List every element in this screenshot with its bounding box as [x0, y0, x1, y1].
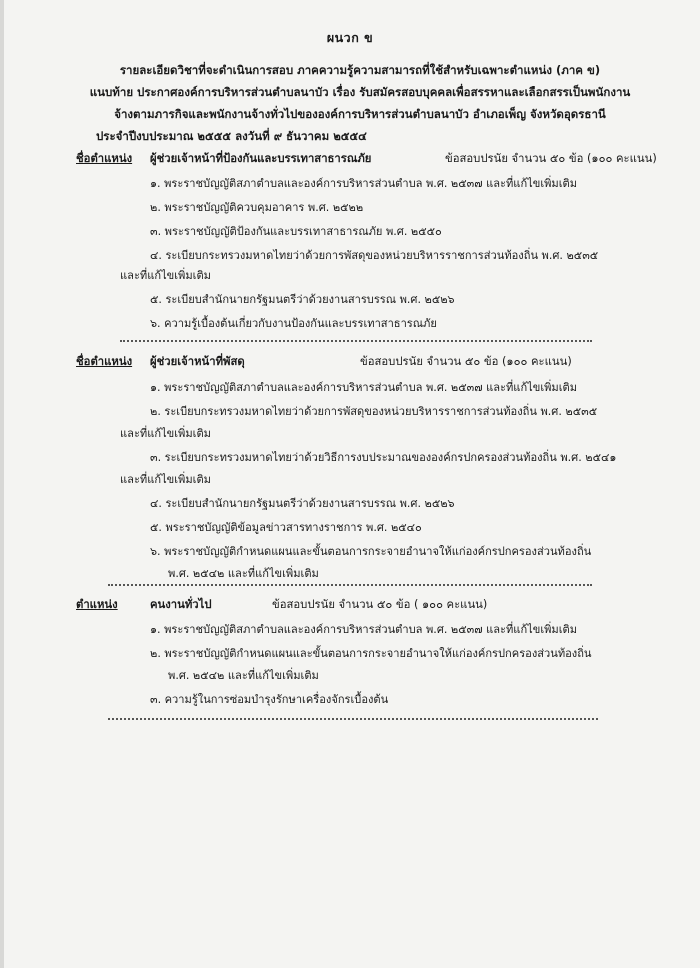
section-3-item: ๓. ความรู้ในการซ่อมบำรุงรักษาเครื่องจักรเบื้องต้น — [150, 693, 389, 706]
section-1-label: ชื่อตำแหน่ง — [76, 152, 133, 165]
section-divider — [108, 584, 592, 586]
section-3-item: ๑. พระราชบัญญัติสภาตำบลและองค์การบริหารส่วนตำบล พ.ศ. ๒๕๓๗ และที่แก้ไขเพิ่มเติม — [150, 623, 578, 636]
section-1-item: ๔. ระเบียบกระทรวงมหาดไทยว่าด้วยการพัสดุของหน่วยบริหารราชการส่วนท้องถิ่น พ.ศ. ๒๕๓๕ — [150, 249, 599, 262]
section-1-exam: ข้อสอบปรนัย จำนวน ๕๐ ข้อ (๑๐๐ คะแนน) — [445, 152, 657, 165]
section-1-item: ๖. ความรู้เบื้องต้นเกี่ยวกับงานป้องกันและบรรเทาสาธารณภัย — [150, 317, 437, 330]
section-2-item: ๖. พระราชบัญญัติกำหนดแผนและขั้นตอนการกระจายอำนาจให้แก่องค์กรปกครองส่วนท้องถิ่น — [150, 545, 592, 558]
section-divider — [108, 718, 598, 720]
section-2-item: ๔. ระเบียบสำนักนายกรัฐมนตรีว่าด้วยงานสารบรรณ พ.ศ. ๒๕๒๖ — [150, 497, 455, 510]
document-title: ผนวก ข — [326, 30, 374, 45]
section-2-item-continued: พ.ศ. ๒๕๔๒ และที่แก้ไขเพิ่มเติม — [168, 567, 319, 580]
section-2-item-continued: และที่แก้ไขเพิ่มเติม — [120, 473, 211, 486]
header-line-3: จ้างตามภารกิจและพนักงานจ้างทั่วไปขององค์การบริหารส่วนตำบลนาบัว อำเภอเพ็ญ จังหวัดอุดรธานี — [114, 107, 606, 121]
section-2-item-continued: และที่แก้ไขเพิ่มเติม — [120, 427, 211, 440]
section-2-exam: ข้อสอบปรนัย จำนวน ๕๐ ข้อ (๑๐๐ คะแนน) — [360, 355, 572, 368]
section-2-item: ๕. พระราชบัญญัติข้อมูลข่าวสารทางราชการ พ.ศ. ๒๕๔๐ — [150, 521, 422, 534]
section-2-label: ชื่อตำแหน่ง — [76, 355, 133, 368]
section-1-item: ๒. พระราชบัญญัติควบคุมอาคาร พ.ศ. ๒๕๒๒ — [150, 201, 364, 214]
section-3-exam: ข้อสอบปรนัย จำนวน ๕๐ ข้อ ( ๑๐๐ คะแนน) — [272, 598, 488, 611]
section-3-item: ๒. พระราชบัญญัติกำหนดแผนและขั้นตอนการกระจายอำนาจให้แก่องค์กรปกครองส่วนท้องถิ่น — [150, 647, 592, 660]
section-2-item: ๓. ระเบียบกระทรวงมหาดไทยว่าด้วยวิธีการงบประมาณขององค์กรปกครองส่วนท้องถิ่น พ.ศ. ๒๕๔๑ — [150, 451, 617, 464]
section-2-item: ๑. พระราชบัญญัติสภาตำบลและองค์การบริหารส่วนตำบล พ.ศ. ๒๕๓๗ และที่แก้ไขเพิ่มเติม — [150, 381, 578, 394]
section-3-label: ตำแหน่ง — [76, 598, 118, 611]
section-3-position: คนงานทั่วไป — [150, 598, 212, 611]
section-1-item: ๓. พระราชบัญญัติป้องกันและบรรเทาสาธารณภัย พ.ศ. ๒๕๕๐ — [150, 225, 442, 238]
section-1-item-continued: และที่แก้ไขเพิ่มเติม — [120, 269, 211, 282]
section-1-position: ผู้ช่วยเจ้าหน้าที่ป้องกันและบรรเทาสาธารณภัย — [150, 152, 372, 165]
header-line-1: รายละเอียดวิชาที่จะดำเนินการสอบ ภาคความรู้ความสามารถที่ใช้สำหรับเฉพาะตำแหน่ง (ภาค ข) — [119, 63, 601, 77]
header-line-4: ประจำปีงบประมาณ ๒๕๕๕ ลงวันที่ ๙ ธันวาคม ๒๕๕๔ — [96, 129, 367, 143]
section-divider — [120, 340, 592, 342]
section-3-item-continued: พ.ศ. ๒๕๔๒ และที่แก้ไขเพิ่มเติม — [168, 669, 319, 682]
section-2-position: ผู้ช่วยเจ้าหน้าที่พัสดุ — [150, 355, 245, 368]
section-1-item: ๑. พระราชบัญญัติสภาตำบลและองค์การบริหารส่วนตำบล พ.ศ. ๒๕๓๗ และที่แก้ไขเพิ่มเติม — [150, 177, 578, 190]
header-line-2: แนบท้าย ประกาศองค์การบริหารส่วนตำบลนาบัว เรื่อง รับสมัครสอบบุคคลเพื่อสรรหาและเลือกสรรเป็นพนักงาน — [89, 85, 631, 99]
section-1-item: ๕. ระเบียบสำนักนายกรัฐมนตรีว่าด้วยงานสารบรรณ พ.ศ. ๒๕๒๖ — [150, 293, 455, 306]
section-2-item: ๒. ระเบียบกระทรวงมหาดไทยว่าด้วยการพัสดุของหน่วยบริหารราชการส่วนท้องถิ่น พ.ศ. ๒๕๓๕ — [150, 405, 598, 418]
